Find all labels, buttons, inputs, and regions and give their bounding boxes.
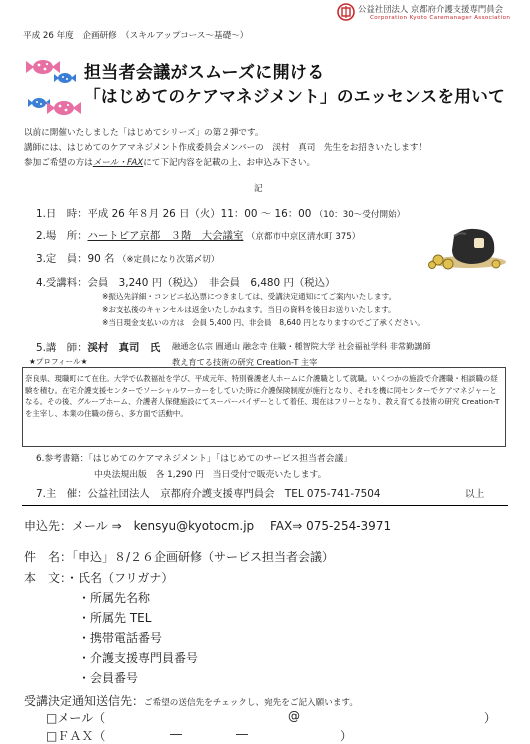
lecturer-label: 5.講 師： bbox=[36, 342, 88, 354]
place-value: ハートピア京都 ３階 大会議室 bbox=[87, 230, 244, 242]
fee-note-3: ※当日現金支払いの方は 会員 5,400 円、非会員 8,640 円となりますのでご了承ください。 bbox=[102, 318, 425, 327]
field-item: ・携帯電話番号 bbox=[78, 631, 163, 645]
header-line: 平成 26 年度 企画研修 （スキルアップコース〜基礎〜） bbox=[23, 31, 249, 41]
org-name-en: Corporation Kyoto Caremanager Association bbox=[370, 15, 511, 21]
intro-line-2: 講師には、はじめてのケアマネジメント作成委員会メンバーの 渓村 真司 先生をお招きいたします！ bbox=[24, 143, 428, 153]
body-label: 本 文： bbox=[24, 571, 67, 585]
contact-line: 申込先：メール ⇒ kensyu@kyotocm.jp FAX⇒ 075-254-3971 bbox=[24, 519, 392, 533]
lecturer-affil-2: 教え育てる技術の研究 Creation-T 主宰 bbox=[172, 357, 318, 367]
reference-row bbox=[36, 451, 352, 464]
field-item: ・会員番号 bbox=[78, 671, 139, 685]
place-label: 2.場 所： bbox=[36, 230, 88, 242]
intro-line-3: 参加ご希望の方はメール・FAXにて下記内容を記載の上、お申込み下さい。 bbox=[24, 158, 316, 168]
profile-label: ★プロフィール★ bbox=[29, 357, 88, 366]
page-title-line1: 担当者会議がスムーズに開ける bbox=[84, 63, 325, 83]
candy-icon bbox=[54, 69, 76, 88]
fax-option[interactable]: □ＦＡＸ（ bbox=[46, 729, 106, 743]
fax-close: ） bbox=[340, 729, 353, 743]
candy-icon bbox=[47, 99, 81, 121]
place-note: （京都市中京区清水町 375） bbox=[246, 232, 361, 242]
notify-row bbox=[24, 690, 358, 709]
date-label: 1.日 時： bbox=[36, 208, 88, 220]
lecturer-name: 渓村 真司 氏 bbox=[87, 342, 161, 354]
notify-label: 受講決定通知送信先： bbox=[24, 694, 145, 708]
money-sack-icon bbox=[424, 224, 508, 274]
org-name: 公益社団法人 京都府介護支援専門員会 bbox=[358, 4, 504, 14]
place-row bbox=[36, 227, 360, 242]
profile-text: 奈良県、現職町にて在住。大学で仏教福祉を学び、平成元年、特別養護老人ホームに介護職として就職。いくつかの施設で介護職・相談職の経験を積む。在宅介護支援センターでソーシャルワーカーをしていた時に介護保険制度が施行となり、それを機に同センターでケアマネジャーとなる。その後、グループホーム、介護者人保健施設にてスーパーバイザーとして着任、現在はフリーとなり、教え育てる技術の研究 Creation-T を主宰し、本業の住職の傍ら、多方面で活動中。 bbox=[25, 374, 500, 418]
date-value: 平成 26 年８月 26 日（火）11：00 〜 16：00 bbox=[87, 208, 312, 220]
subject-label: 件 名： bbox=[24, 550, 73, 564]
ki-mark: 記 bbox=[254, 184, 263, 194]
sponsor-value: 公益社団法人 京都府介護支援専門員会 TEL 075-741-7504 bbox=[87, 488, 381, 500]
subject-value: 「申込」８/２６企画研修（サービス担当者会議） bbox=[72, 550, 335, 564]
subject-row bbox=[24, 548, 334, 565]
section-divider bbox=[22, 505, 508, 506]
date-note: （10：30〜受付開始） bbox=[314, 210, 406, 220]
fee-row bbox=[36, 274, 335, 289]
fax-dash-1: ― bbox=[170, 727, 182, 741]
date-row bbox=[36, 205, 405, 220]
capacity-value: 90 名 bbox=[87, 253, 115, 265]
capacity-row bbox=[36, 250, 219, 265]
mail-close: ） bbox=[484, 711, 497, 725]
mail-option[interactable]: □メール（ bbox=[46, 711, 106, 725]
reference-line2: 中央法規出版 各 1,290 円 当日受付で販売いたします。 bbox=[94, 470, 327, 480]
lecturer-affil-1: 融通念仏宗 圓通山 融念寺 住職・種智院大学 社会福祉学科 非常勤講師 bbox=[172, 341, 431, 351]
fee-label: 4.受講料： bbox=[36, 277, 88, 289]
sponsor-row bbox=[36, 485, 381, 500]
fax-dash-2: ― bbox=[236, 727, 248, 741]
fee-note-1: ※振込先詳細・コンビニ払込票につきましては、受講決定通知にてご案内いたします。 bbox=[102, 292, 397, 301]
capacity-note: （※定員になり次第〆切） bbox=[117, 255, 220, 265]
sponsor-label: 7.主 催： bbox=[36, 488, 88, 500]
field-item: ・所属先 TEL bbox=[78, 611, 152, 625]
org-logo-icon bbox=[337, 2, 355, 26]
fee-note-2: ※お支払後のキャンセルは返金いたしかねます。当日の資料を後日お送りいたします。 bbox=[102, 305, 396, 314]
capacity-label: 3.定 員： bbox=[36, 253, 88, 265]
page-title-line2: 「はじめてのケアマネジメント」のエッセンスを用いて bbox=[84, 87, 506, 106]
reference-value: 「はじめてのケアマネジメント」「はじめてのサービス担当者会議」 bbox=[88, 454, 353, 464]
notify-note: ご希望の送信先をチェックし、宛先をご記入願います。 bbox=[144, 698, 358, 708]
fee-value: 会員 3,240 円（税込） 非会員 6,480 円（税込） bbox=[87, 277, 336, 289]
lecturer-row bbox=[36, 339, 160, 354]
mail-at: @ bbox=[288, 709, 300, 723]
field-item: ・介護支援専門員番号 bbox=[78, 651, 199, 665]
body-row bbox=[24, 569, 173, 586]
sponsor-end: 以上 bbox=[465, 489, 485, 500]
intro-line-1: 以前に開催いたしました「はじめてシリーズ」の第２弾です。 bbox=[24, 128, 264, 138]
field-item: ・所属先名称 bbox=[78, 591, 151, 605]
field-item: ・氏名（フリガナ） bbox=[66, 571, 174, 585]
reference-label: 6.参考書籍： bbox=[36, 454, 89, 464]
